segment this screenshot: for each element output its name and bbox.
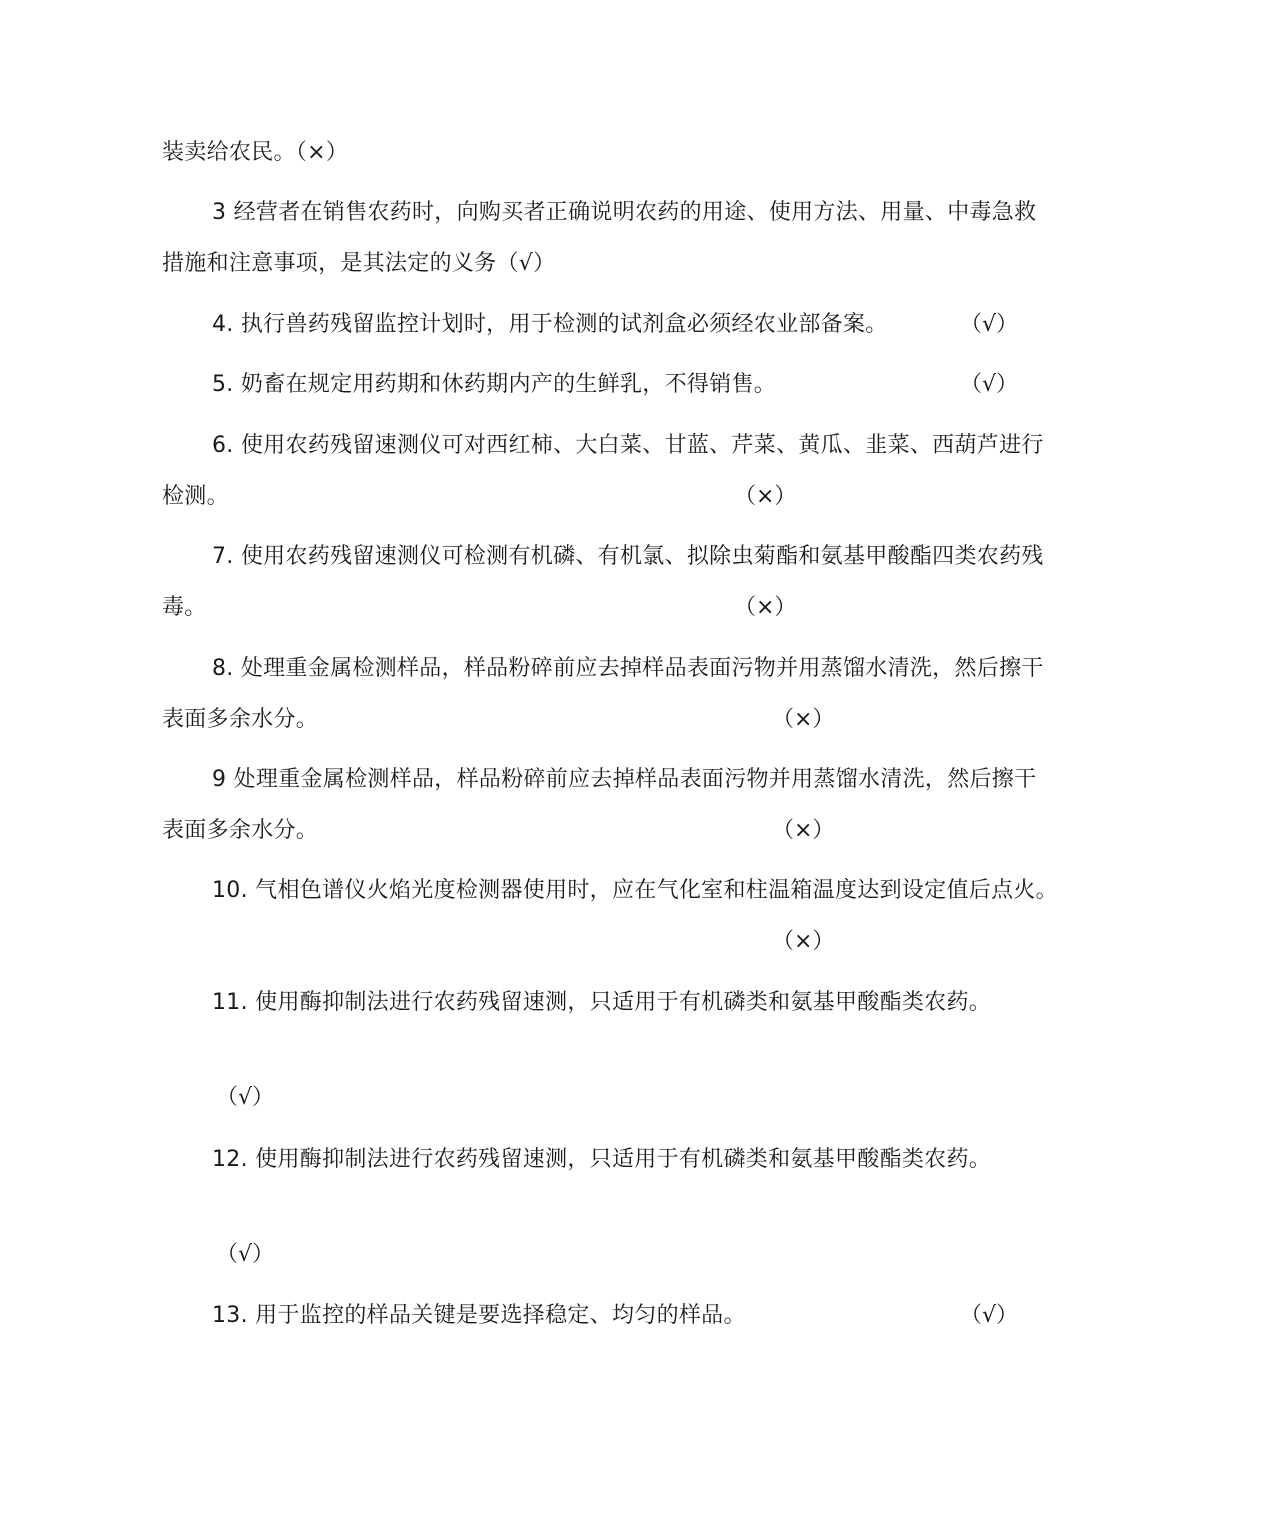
item-5-answer: （√） [960,372,1019,397]
item-9-line-1: 9 处理重金属检测样品，样品粉碎前应去掉样品表面污物并用蒸馏水清洗，然后擦干 [212,767,1037,792]
item-3-line-2: 措施和注意事项，是其法定的义务（√） [162,251,556,276]
item-7-line-1: 7. 使用农药残留速测仪可检测有机磷、有机氯、拟除虫菊酯和氨基甲酸酯四类农药残 [212,544,1044,569]
item-10-text: 10. 气相色谱仪火焰光度检测器使用时，应在气化室和柱温箱温度达到设定值后点火。 [212,878,1058,903]
item-12-answer: （√） [216,1242,275,1267]
item-6-answer: （×） [734,484,797,509]
item-10-answer: （×） [772,929,835,954]
item-3-line-1: 3 经营者在销售农药时，向购买者正确说明农药的用途、使用方法、用量、中毒急救 [212,200,1037,225]
item-9-answer: （×） [772,818,835,843]
item-13-text: 13. 用于监控的样品关键是要选择稳定、均匀的样品。 [212,1303,746,1328]
item-7-line-2: 毒。 [162,595,207,620]
item-5-text: 5. 奶畜在规定用药期和休药期内产的生鲜乳，不得销售。 [212,372,777,397]
item-8-line-1: 8. 处理重金属检测样品，样品粉碎前应去掉样品表面污物并用蒸馏水清洗，然后擦干 [212,656,1044,681]
item-6-line-2: 检测。 [162,484,229,509]
item-9-line-2: 表面多余水分。 [162,818,319,843]
item-2-continuation: 装卖给农民。（×） [162,140,349,165]
item-6-line-1: 6. 使用农药残留速测仪可对西红柿、大白菜、甘蓝、芹菜、黄瓜、韭菜、西葫芦进行 [212,433,1044,458]
item-4-text: 4. 执行兽药残留监控计划时，用于检测的试剂盒必须经农业部备案。 [212,312,888,337]
item-13-answer: （√） [960,1303,1019,1328]
item-11-answer: （√） [216,1085,275,1110]
item-8-answer: （×） [772,707,835,732]
item-4-answer: （√） [960,312,1019,337]
item-12-text: 12. 使用酶抑制法进行农药残留速测，只适用于有机磷类和氨基甲酸酯类农药。 [212,1147,992,1172]
item-11-text: 11. 使用酶抑制法进行农药残留速测，只适用于有机磷类和氨基甲酸酯类农药。 [212,990,992,1015]
item-8-line-2: 表面多余水分。 [162,707,319,732]
item-7-answer: （×） [734,595,797,620]
